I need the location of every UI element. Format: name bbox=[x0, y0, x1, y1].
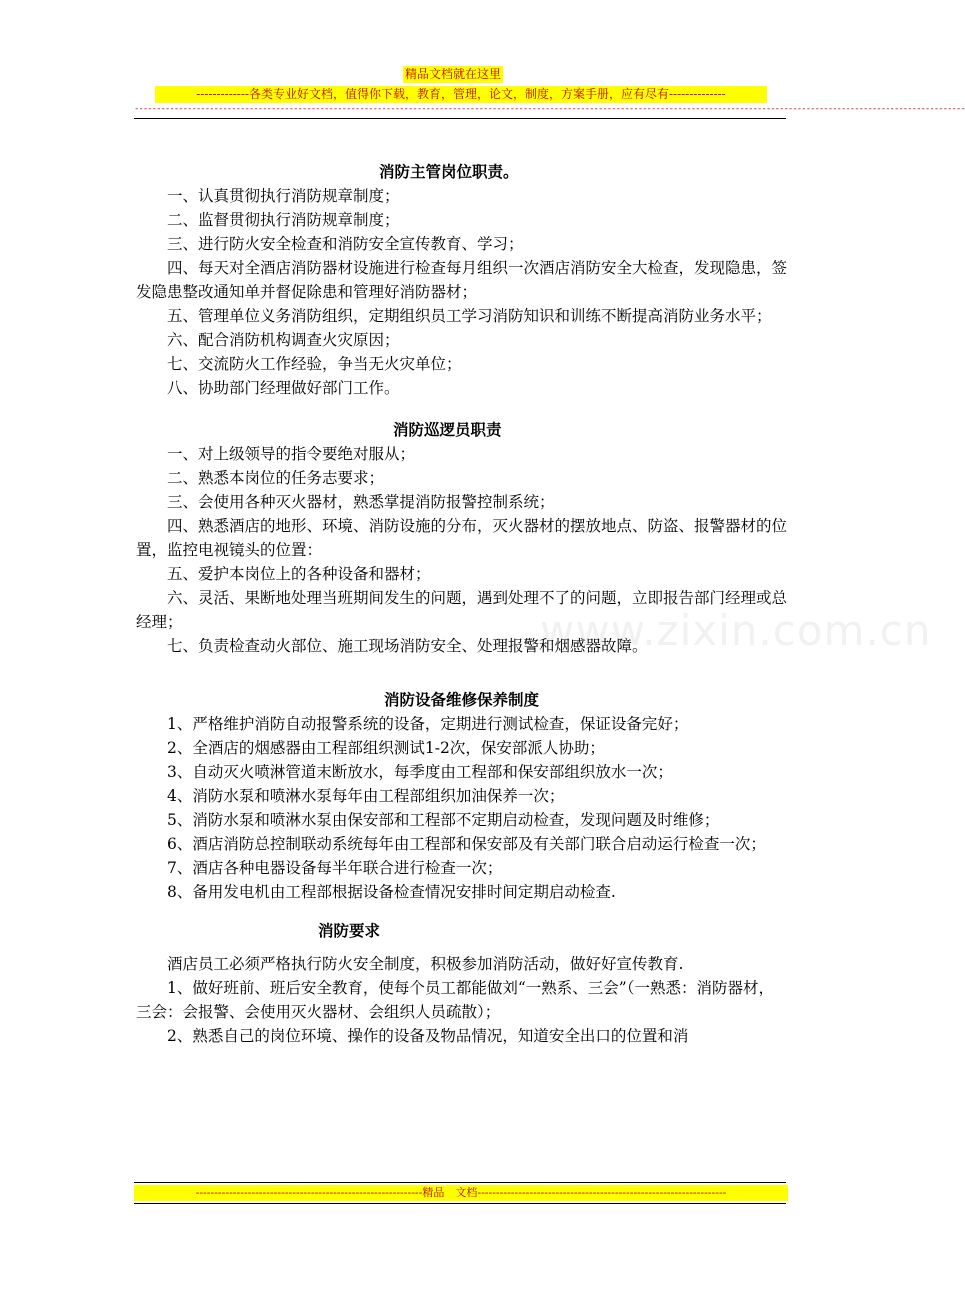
footer-banner: -------------------------------------------------------------精品 文档------------------------------------------------------------------- bbox=[134, 1185, 788, 1201]
paragraph: 六、灵活、果断地处理当班期间发生的问题，遇到处理不了的问题，立即报告部门经理或总经理； bbox=[136, 589, 788, 631]
section-title: 消防设备维修保养制度 bbox=[384, 690, 540, 709]
paragraph: 六、配合消防机构调查火灾原因； bbox=[167, 331, 400, 349]
paragraph: 七、负责检查动火部位、施工现场消防安全、处理报警和烟感器故障。 bbox=[167, 637, 648, 655]
section-fire-supervisor-duties bbox=[136, 160, 788, 400]
paragraph: 1、做好班前、班后安全教育，使每个员工都能做刘“一熟系、三会”（一熟悉：消防器材，三会：会报警、会使用灭火器材、会组织人员疏散）； bbox=[136, 979, 774, 1021]
footer-rule-top bbox=[134, 1182, 786, 1183]
paragraph: 四、熟悉酒店的地形、环境、消防设施的分布，灭火器材的摆放地点、防盗、报警器材的位置，监控电视镜头的位置： bbox=[136, 517, 788, 559]
paragraph: 七、交流防火工作经验，争当无火灾单位； bbox=[167, 355, 462, 373]
section-fire-requirements bbox=[136, 919, 788, 1048]
header-dash-line: -------------------------------------------------------------------------------------------------------------------------------------------------------------------------------------------- bbox=[134, 104, 965, 114]
paragraph: 2、全酒店的烟感器由工程部组织测试1-2次，保安部派人协助； bbox=[167, 739, 605, 757]
paragraph: 四、每天对全酒店消防器材设施进行检查每月组织一次酒店消防安全大检查，发现隐患，签发隐患整改通知单并督促除患和管理好消防器材； bbox=[136, 259, 788, 301]
header-title: 精品文档就在这里 bbox=[405, 67, 502, 81]
paragraph: 8、备用发电机由工程部根据设备检查情况安排时间定期启动检查. bbox=[167, 883, 616, 901]
paragraph: 二、监督贯彻执行消防规章制度； bbox=[167, 211, 400, 229]
section-title: 消防巡逻员职责 bbox=[393, 420, 502, 439]
section-title: 消防要求 bbox=[318, 921, 381, 940]
paragraph: 3、自动灭火喷淋管道末断放水，每季度由工程部和保安部组织放水一次； bbox=[167, 763, 673, 781]
paragraph: 5、消防水泵和喷淋水泵由保安部和工程部不定期启动检查，发现问题及时维修； bbox=[167, 811, 720, 829]
section-equipment-maintenance bbox=[136, 688, 788, 904]
paragraph: 八、协助部门经理做好部门工作。 bbox=[167, 379, 400, 397]
watermark: www.zixin.com.cn bbox=[540, 606, 932, 655]
paragraph: 三、会使用各种灭火器材，熟悉掌提消防报警控制系统； bbox=[167, 493, 555, 511]
paragraph: 4、消防水泵和喷淋水泵每年由工程部组织加油保养一次； bbox=[167, 787, 565, 805]
section-title: 消防主管岗位职责。 bbox=[379, 162, 519, 181]
paragraph: 一、认真贯彻执行消防规章制度； bbox=[167, 187, 400, 205]
paragraph: 五、爱护本岗位上的各种设备和器材； bbox=[167, 565, 431, 583]
paragraph: 2、熟悉自己的岗位环境、操作的设备及物品情况，知道安全出口的位置和消 bbox=[167, 1027, 689, 1045]
paragraph: 五、管理单位义务消防组织，定期组织员工学习消防知识和训练不断提高消防业务水平； bbox=[167, 307, 772, 325]
paragraph: 7、酒店各种电器设备每半年联合进行检查一次； bbox=[167, 859, 503, 877]
footer-rule-bottom bbox=[134, 1203, 786, 1204]
header-rule bbox=[134, 118, 786, 119]
paragraph: 三、进行防火安全检查和消防安全宣传教育、学习； bbox=[167, 235, 524, 253]
header-banner: -------------各类专业好文档，值得你下载，教育，管理，论文，制度，方案手册，应有尽有-------------- bbox=[155, 86, 767, 103]
section-fire-patrol-duties bbox=[136, 418, 788, 658]
paragraph: 酒店员工必须严格执行防火安全制度，积极参加消防活动，做好好宣传教育. bbox=[167, 955, 684, 973]
paragraph: 6、酒店消防总控制联动系统每年由工程部和保安部及有关部门联合启动运行检查一次； bbox=[167, 835, 766, 853]
paragraph: 二、熟悉本岗位的任务志要求； bbox=[167, 469, 385, 487]
paragraph: 1、严格维护消防自动报警系统的设备，定期进行测试检查，保证设备完好； bbox=[167, 715, 689, 733]
document-body bbox=[136, 160, 788, 1048]
paragraph: 一、对上级领导的指令要绝对服从； bbox=[167, 445, 416, 463]
